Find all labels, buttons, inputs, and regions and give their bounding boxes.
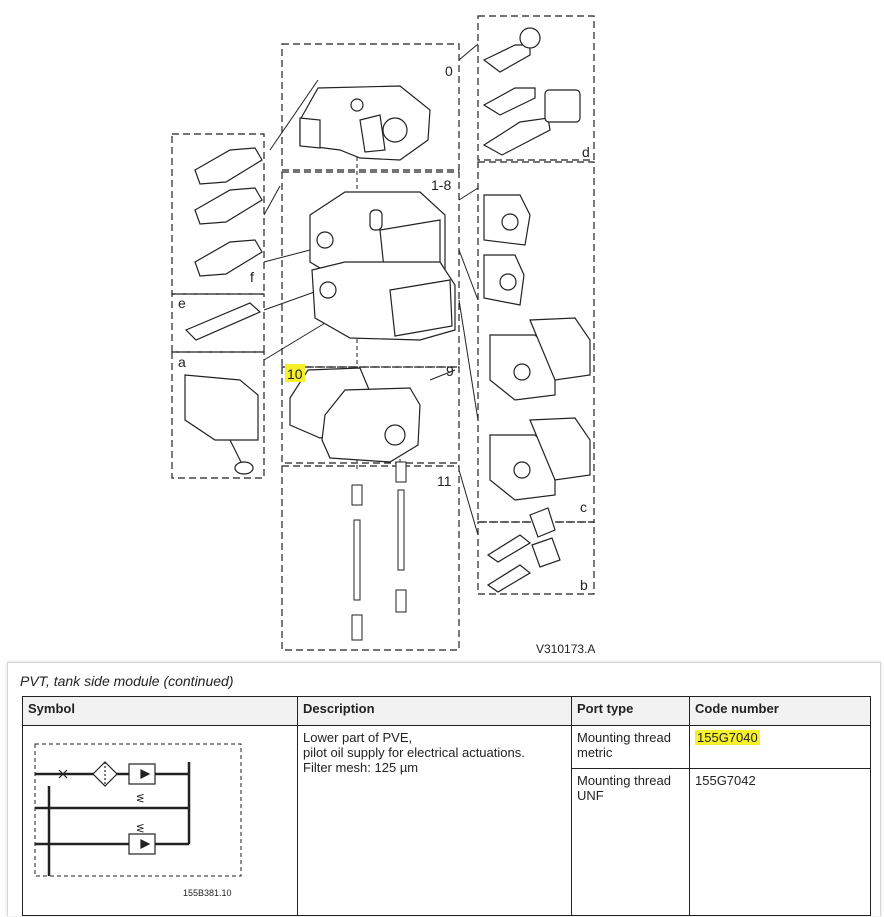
table-header-row — [23, 697, 871, 726]
header-description: Description — [298, 697, 572, 726]
symbol-code: 155B381.10 — [183, 888, 232, 898]
label-11: 11 — [437, 473, 452, 489]
drawing-reference: V310173.A — [536, 642, 596, 656]
header-symbol: Symbol — [23, 697, 298, 726]
hydraulic-symbol-cell — [23, 726, 298, 916]
svg-text:W: W — [135, 794, 145, 803]
label-0: 0 — [445, 63, 453, 79]
label-f: f — [250, 269, 254, 285]
label-e: e — [178, 295, 186, 311]
label-b: b — [580, 577, 588, 593]
table-caption: PVT, tank side module (continued) — [20, 673, 234, 689]
module-0 — [300, 86, 430, 160]
port-type-line: Mounting thread — [577, 730, 671, 745]
label-10: 10 — [287, 366, 303, 382]
label-a: a — [178, 354, 186, 370]
right-parts — [484, 28, 590, 592]
code-number-highlighted: 155G7040 — [697, 730, 758, 745]
code-number-cell — [690, 726, 871, 769]
port-type-line: metric — [577, 745, 613, 760]
code-number-cell — [690, 769, 871, 916]
table-row — [23, 726, 871, 769]
description-line: Lower part of PVE, — [303, 730, 413, 745]
module-9-10 — [290, 368, 420, 462]
label-1-8: 1-8 — [431, 177, 452, 193]
parts-table — [22, 696, 871, 916]
port-type-cell — [572, 769, 690, 916]
svg-text:W: W — [135, 824, 145, 833]
description-line: Filter mesh: 125 µm — [303, 760, 419, 775]
left-parts — [185, 148, 262, 474]
label-d: d — [582, 144, 590, 160]
port-type-cell — [572, 726, 690, 769]
box-11 — [282, 466, 459, 650]
label-c: c — [580, 499, 587, 515]
description-cell — [298, 726, 572, 916]
description-line: pilot oil supply for electrical actuations. — [303, 745, 525, 760]
module-1-8 — [310, 192, 455, 340]
pins-11 — [352, 462, 406, 640]
port-type-line: UNF — [577, 788, 604, 804]
table-panel — [7, 662, 881, 916]
header-port-type: Port type — [572, 697, 690, 726]
header-code-number: Code number — [690, 697, 871, 726]
label-9: 9 — [446, 363, 454, 379]
code-number: 155G7042 — [695, 773, 756, 789]
hydraulic-symbol — [23, 726, 297, 912]
port-type-line: Mounting thread — [577, 773, 671, 789]
